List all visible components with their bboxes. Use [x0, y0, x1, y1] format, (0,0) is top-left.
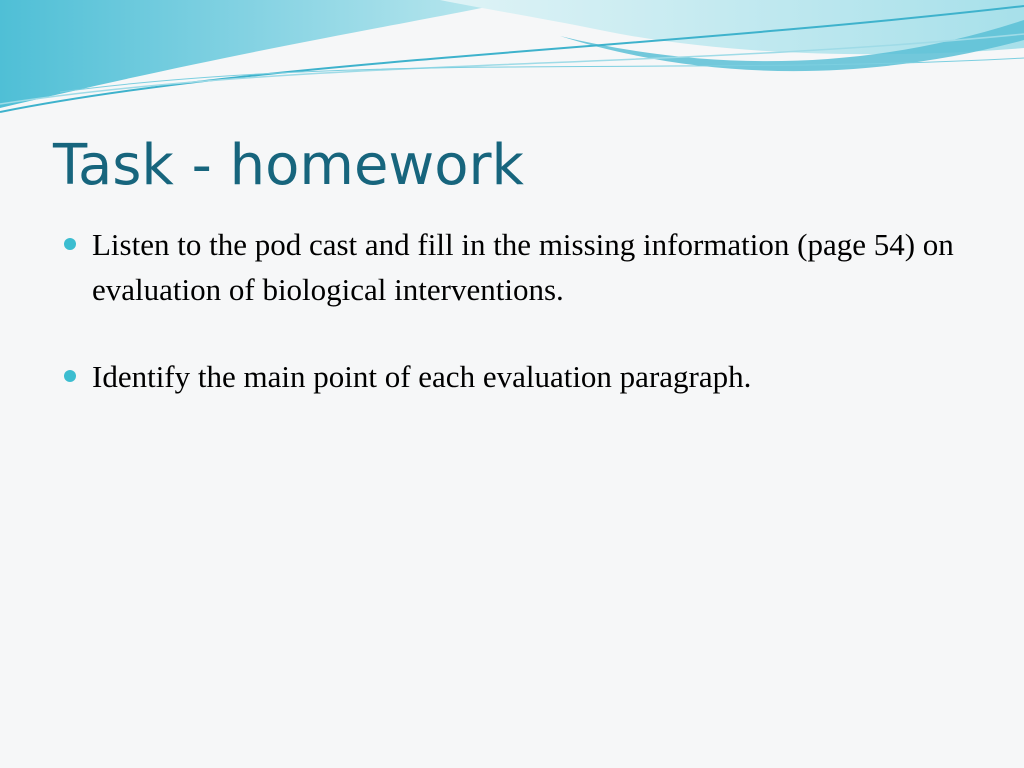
slide-title: Task - homework [53, 133, 524, 198]
wave-header-decoration [0, 0, 1024, 120]
bullet-dot-icon [64, 370, 76, 382]
bullet-list [60, 222, 960, 399]
bullet-text: Listen to the pod cast and fill in the missing information (page 54) on evaluation of biological interventions. [92, 227, 954, 307]
bullet-dot-icon [64, 238, 76, 250]
bullet-item [60, 354, 960, 399]
bullet-item [60, 222, 960, 312]
bullet-text: Identify the main point of each evaluation paragraph. [92, 359, 752, 394]
